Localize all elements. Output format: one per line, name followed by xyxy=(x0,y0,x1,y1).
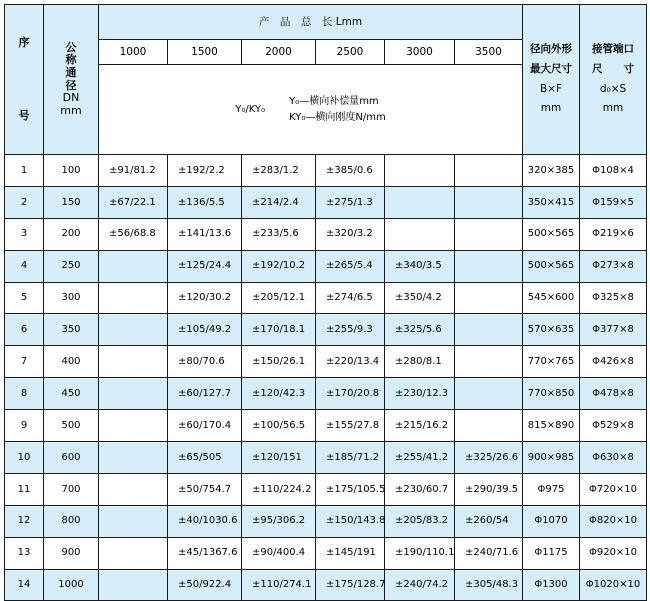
cell-outer-size: 500×565 xyxy=(523,250,580,282)
header-size-3: B×F xyxy=(539,82,563,95)
cell-dn: 500 xyxy=(44,410,99,442)
cell-seq: 7 xyxy=(5,346,44,378)
header-dn-4: 径 xyxy=(65,78,77,92)
cell-dn: 800 xyxy=(44,505,99,537)
cell-value: ±240/71.6 xyxy=(455,537,523,569)
cell-value: ±205/83.2 xyxy=(385,505,455,537)
cell-seq: 12 xyxy=(5,505,44,537)
cell-outer-size: 350×415 xyxy=(523,186,580,218)
cell-value xyxy=(99,569,168,601)
cell-value xyxy=(385,155,455,187)
cell-seq: 10 xyxy=(5,442,44,474)
cell-outer-size: 500×565 xyxy=(523,218,580,250)
cell-port-size: Φ325×8 xyxy=(580,282,647,314)
cell-value: ±60/170.4 xyxy=(168,410,242,442)
cell-value: ±155/27.8 xyxy=(316,410,385,442)
cell-port-size: Φ529×8 xyxy=(580,410,647,442)
header-port-3: d₀×S xyxy=(599,82,627,95)
cell-value xyxy=(99,442,168,474)
cell-value: ±215/16.2 xyxy=(385,410,455,442)
cell-value: ±385/0.6 xyxy=(316,155,385,187)
cell-value: ±233/5.6 xyxy=(242,218,316,250)
legend-cell xyxy=(99,65,523,155)
header-size-2: 最大尺寸 xyxy=(530,62,572,75)
cell-value: ±120/30.2 xyxy=(168,282,242,314)
cell-value: ±105/49.2 xyxy=(168,314,242,346)
cell-value xyxy=(455,282,523,314)
header-port-4: mm xyxy=(602,102,624,115)
cell-value: ±120/42.3 xyxy=(242,378,316,410)
length-2000: 2000 xyxy=(242,40,316,65)
cell-value: ±65/505 xyxy=(168,442,242,474)
header-dn-3: 通 xyxy=(65,65,77,79)
cell-dn: 200 xyxy=(44,218,99,250)
header-seq-2: 号 xyxy=(18,108,30,122)
cell-value xyxy=(455,410,523,442)
cell-value: ±150/143.8 xyxy=(316,505,385,537)
cell-value: ±325/26.6 xyxy=(455,442,523,474)
cell-outer-size: 770×765 xyxy=(523,346,580,378)
header-port-size xyxy=(580,5,647,155)
length-3000: 3000 xyxy=(385,40,455,65)
legend-note-2: KY₀—横向刚度N/mm xyxy=(289,111,386,123)
cell-value: ±192/2.2 xyxy=(168,155,242,187)
cell-value: ±141/13.6 xyxy=(168,218,242,250)
cell-seq: 9 xyxy=(5,410,44,442)
cell-value xyxy=(455,218,523,250)
cell-value xyxy=(455,378,523,410)
table-row xyxy=(5,186,647,218)
cell-port-size: Φ920×10 xyxy=(580,537,647,569)
cell-dn: 350 xyxy=(44,314,99,346)
cell-value: ±320/3.2 xyxy=(316,218,385,250)
legend-note-1: Y₀—横向补偿量mm xyxy=(289,95,379,107)
table-row xyxy=(5,314,647,346)
cell-value: ±56/68.8 xyxy=(99,218,168,250)
table-row xyxy=(5,410,647,442)
cell-value: ±350/4.2 xyxy=(385,282,455,314)
legend-y-label: Y₀/KY₀ xyxy=(235,103,266,115)
cell-port-size: Φ630×8 xyxy=(580,442,647,474)
cell-value: ±175/105.5 xyxy=(316,473,385,505)
cell-outer-size: 570×635 xyxy=(523,314,580,346)
legend-notes xyxy=(289,94,386,126)
cell-outer-size: Φ975 xyxy=(523,473,580,505)
cell-outer-size: 320×385 xyxy=(523,155,580,187)
cell-value: ±170/20.8 xyxy=(316,378,385,410)
cell-outer-size: Φ1070 xyxy=(523,505,580,537)
cell-value: ±90/400.4 xyxy=(242,537,316,569)
cell-value: ±305/48.3 xyxy=(455,569,523,601)
cell-value: ±110/224.2 xyxy=(242,473,316,505)
cell-value: ±150/26.1 xyxy=(242,346,316,378)
header-seq-1: 序 xyxy=(18,35,30,49)
cell-value xyxy=(99,505,168,537)
header-total-length: 产 品 总 长 Lmm xyxy=(99,5,523,40)
cell-value: ±50/922.4 xyxy=(168,569,242,601)
cell-dn: 300 xyxy=(44,282,99,314)
cell-value xyxy=(99,410,168,442)
cell-port-size: Φ426×8 xyxy=(580,346,647,378)
cell-port-size: Φ478×8 xyxy=(580,378,647,410)
cell-value xyxy=(99,537,168,569)
cell-dn: 100 xyxy=(44,155,99,187)
cell-dn: 400 xyxy=(44,346,99,378)
cell-seq: 6 xyxy=(5,314,44,346)
cell-value: ±110/274.1 xyxy=(242,569,316,601)
cell-seq: 4 xyxy=(5,250,44,282)
cell-value: ±275/1.3 xyxy=(316,186,385,218)
cell-value: ±260/54 xyxy=(455,505,523,537)
cell-outer-size: 900×985 xyxy=(523,442,580,474)
cell-value xyxy=(99,250,168,282)
cell-dn: 1000 xyxy=(44,569,99,601)
table-row xyxy=(5,537,647,569)
cell-seq: 5 xyxy=(5,282,44,314)
cell-value xyxy=(385,218,455,250)
cell-value: ±325/5.6 xyxy=(385,314,455,346)
table-body xyxy=(5,155,647,601)
cell-value: ±100/56.5 xyxy=(242,410,316,442)
header-port-1: 接管端口 xyxy=(592,42,634,55)
cell-value: ±214/2.4 xyxy=(242,186,316,218)
cell-seq: 3 xyxy=(5,218,44,250)
cell-seq: 2 xyxy=(5,186,44,218)
cell-port-size: Φ1020×10 xyxy=(580,569,647,601)
product-spec-table xyxy=(4,4,647,601)
cell-value: ±240/74.2 xyxy=(385,569,455,601)
table-row xyxy=(5,442,647,474)
table-row xyxy=(5,505,647,537)
cell-value xyxy=(455,346,523,378)
length-2500: 2500 xyxy=(316,40,385,65)
header-dn-1: 公 xyxy=(65,40,77,54)
cell-value: ±192/10.2 xyxy=(242,250,316,282)
length-3500: 3500 xyxy=(455,40,523,65)
cell-outer-size: 545×600 xyxy=(523,282,580,314)
cell-value: ±175/128.7 xyxy=(316,569,385,601)
table-row xyxy=(5,218,647,250)
cell-dn: 250 xyxy=(44,250,99,282)
cell-value: ±290/39.5 xyxy=(455,473,523,505)
cell-value xyxy=(99,346,168,378)
cell-value: ±205/12.1 xyxy=(242,282,316,314)
cell-value: ±255/9.3 xyxy=(316,314,385,346)
cell-port-size: Φ820×10 xyxy=(580,505,647,537)
cell-dn: 450 xyxy=(44,378,99,410)
cell-value: ±190/110.1 xyxy=(385,537,455,569)
cell-value: ±220/13.4 xyxy=(316,346,385,378)
table-header xyxy=(5,5,647,155)
cell-value: ±185/71.2 xyxy=(316,442,385,474)
cell-value: ±120/151 xyxy=(242,442,316,474)
header-seq xyxy=(5,5,44,155)
cell-value xyxy=(99,473,168,505)
header-size-4: mm xyxy=(540,102,562,115)
cell-value: ±125/24.4 xyxy=(168,250,242,282)
cell-value: ±145/191 xyxy=(316,537,385,569)
cell-value: ±45/1367.6 xyxy=(168,537,242,569)
cell-value: ±170/18.1 xyxy=(242,314,316,346)
cell-dn: 900 xyxy=(44,537,99,569)
length-1500: 1500 xyxy=(168,40,242,65)
cell-port-size: Φ219×6 xyxy=(580,218,647,250)
header-dn-6: mm xyxy=(60,103,82,117)
cell-value: ±91/81.2 xyxy=(99,155,168,187)
cell-value: ±230/60.7 xyxy=(385,473,455,505)
cell-value: ±265/5.4 xyxy=(316,250,385,282)
cell-value: ±230/12.3 xyxy=(385,378,455,410)
cell-dn: 700 xyxy=(44,473,99,505)
table-row xyxy=(5,155,647,187)
header-dn-2: 称 xyxy=(65,53,77,67)
cell-value xyxy=(455,155,523,187)
table-row xyxy=(5,346,647,378)
cell-outer-size: 770×850 xyxy=(523,378,580,410)
header-size-1: 径向外形 xyxy=(530,42,572,55)
cell-dn: 150 xyxy=(44,186,99,218)
table-row xyxy=(5,250,647,282)
table-row xyxy=(5,473,647,505)
cell-seq: 1 xyxy=(5,155,44,187)
cell-value: ±50/754.7 xyxy=(168,473,242,505)
cell-seq: 11 xyxy=(5,473,44,505)
table-row xyxy=(5,378,647,410)
cell-port-size: Φ377×8 xyxy=(580,314,647,346)
cell-outer-size: Φ1300 xyxy=(523,569,580,601)
cell-port-size: Φ108×4 xyxy=(580,155,647,187)
cell-outer-size: 815×890 xyxy=(523,410,580,442)
cell-port-size: Φ720×10 xyxy=(580,473,647,505)
header-port-2: 尺 寸 xyxy=(592,62,634,75)
cell-port-size: Φ159×5 xyxy=(580,186,647,218)
cell-port-size: Φ273×8 xyxy=(580,250,647,282)
cell-dn: 600 xyxy=(44,442,99,474)
cell-value: ±274/6.5 xyxy=(316,282,385,314)
cell-value xyxy=(99,314,168,346)
cell-value: ±136/5.5 xyxy=(168,186,242,218)
cell-outer-size: Φ1175 xyxy=(523,537,580,569)
cell-value: ±95/306.2 xyxy=(242,505,316,537)
table-row xyxy=(5,282,647,314)
cell-value: ±80/70.6 xyxy=(168,346,242,378)
cell-value xyxy=(99,282,168,314)
cell-value xyxy=(455,250,523,282)
header-dn xyxy=(44,5,99,155)
cell-value xyxy=(385,186,455,218)
cell-seq: 8 xyxy=(5,378,44,410)
cell-value xyxy=(99,378,168,410)
cell-value: ±67/22.1 xyxy=(99,186,168,218)
cell-value xyxy=(455,186,523,218)
cell-value xyxy=(455,314,523,346)
cell-value: ±280/8.1 xyxy=(385,346,455,378)
cell-seq: 13 xyxy=(5,537,44,569)
header-outer-size xyxy=(523,5,580,155)
cell-value: ±340/3.5 xyxy=(385,250,455,282)
cell-value: ±255/41.2 xyxy=(385,442,455,474)
cell-seq: 14 xyxy=(5,569,44,601)
header-dn-5: DN xyxy=(62,91,80,105)
cell-value: ±40/1030.6 xyxy=(168,505,242,537)
table-row xyxy=(5,569,647,601)
cell-value: ±60/127.7 xyxy=(168,378,242,410)
cell-value: ±283/1.2 xyxy=(242,155,316,187)
length-1000: 1000 xyxy=(99,40,168,65)
